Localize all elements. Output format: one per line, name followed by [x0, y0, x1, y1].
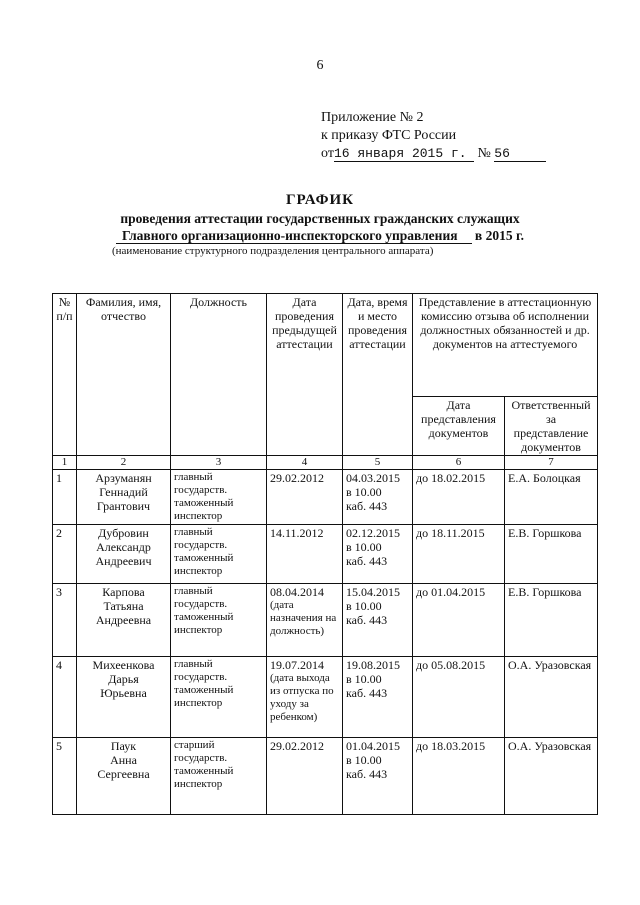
prev-date: 08.04.2014 — [270, 585, 324, 599]
table-row — [53, 738, 598, 815]
position: главный государств. таможенный инспектор — [171, 470, 267, 525]
patronymic: Сергеевна — [97, 767, 150, 781]
position: главный государств. таможенный инспектор — [171, 657, 267, 738]
header-responsible: Ответственный за представление документов — [505, 397, 598, 456]
row-num: 3 — [53, 584, 77, 657]
col-number: 3 — [171, 456, 267, 470]
header-name: Фамилия, имя, отчество — [77, 294, 171, 456]
prev-attestation — [267, 657, 343, 738]
prev-note: (дата выхода из отпуска по уходу за ребенком) — [270, 672, 334, 723]
patronymic: Грантович — [96, 499, 151, 513]
header-submission-date: Дата представления документов — [413, 397, 505, 456]
att-date: 19.08.2015 — [346, 658, 400, 672]
attestation-date-place — [343, 584, 413, 657]
prev-attestation — [267, 584, 343, 657]
row-num: 5 — [53, 738, 77, 815]
prev-date: 19.07.2014 — [270, 658, 324, 672]
col-number: 6 — [413, 456, 505, 470]
att-time: в 10.00 — [346, 753, 382, 767]
patronymic: Андреевич — [95, 554, 152, 568]
attestation-schedule-table — [52, 293, 598, 815]
responsible: Е.В. Горшкова — [505, 584, 598, 657]
responsible: О.А. Уразовская — [505, 738, 598, 815]
attestation-date-place — [343, 657, 413, 738]
appendix-line2: к приказу ФТС России — [321, 128, 457, 143]
employee-name — [77, 738, 171, 815]
surname: Дубровин — [98, 526, 149, 540]
header-num: № п/п — [53, 294, 77, 456]
appendix-block — [321, 109, 546, 163]
responsible: О.А. Уразовская — [505, 657, 598, 738]
subtitle-line2 — [0, 227, 640, 244]
prev-date: 14.11.2012 — [270, 526, 324, 540]
col-number: 7 — [505, 456, 598, 470]
att-date: 02.12.2015 — [346, 526, 400, 540]
header-prev-date: Дата проведения предыдущей аттестации — [267, 294, 343, 456]
col-number: 1 — [53, 456, 77, 470]
att-room: каб. 443 — [346, 613, 388, 627]
attestation-date-place — [343, 738, 413, 815]
att-date: 15.04.2015 — [346, 585, 400, 599]
number-label: № — [477, 146, 491, 161]
submission-date: до 18.03.2015 — [413, 738, 505, 815]
surname: Арзуманян — [95, 471, 152, 485]
att-room: каб. 443 — [346, 499, 388, 513]
col-number: 5 — [343, 456, 413, 470]
table-row — [53, 470, 598, 525]
appendix-order-line — [321, 145, 546, 163]
year-text: в 2015 г. — [474, 228, 524, 243]
page-number: 6 — [316, 58, 324, 73]
att-room: каб. 443 — [346, 554, 388, 568]
header-date-place: Дата, время и место проведения аттестации — [343, 294, 413, 456]
submission-date: до 18.02.2015 — [413, 470, 505, 525]
position: старший государств. таможенный инспектор — [171, 738, 267, 815]
att-time: в 10.00 — [346, 599, 382, 613]
att-date: 04.03.2015 — [346, 471, 400, 485]
appendix-line1: Приложение № 2 — [321, 110, 424, 125]
prev-note: (дата назначения на должность) — [270, 599, 337, 637]
order-date: 16 января 2015 г. — [334, 146, 474, 162]
responsible: Е.А. Болоцкая — [505, 470, 598, 525]
document-subtitle — [0, 210, 640, 244]
document-title: ГРАФИК — [285, 192, 355, 208]
employee-name — [77, 525, 171, 584]
order-number: 56 — [494, 146, 546, 162]
position: главный государств. таможенный инспектор — [171, 584, 267, 657]
att-time: в 10.00 — [346, 485, 382, 499]
department-name: Главного организационно-инспекторского управления — [116, 228, 472, 244]
row-num: 1 — [53, 470, 77, 525]
given-name: Анна — [110, 753, 137, 767]
submission-date: до 05.08.2015 — [413, 657, 505, 738]
position: главный государств. таможенный инспектор — [171, 525, 267, 584]
surname: Михеенкова — [92, 658, 155, 672]
prev-date: 29.02.2012 — [270, 471, 324, 485]
table-row — [53, 657, 598, 738]
surname: Паук — [110, 739, 137, 753]
col-number: 4 — [267, 456, 343, 470]
row-num: 2 — [53, 525, 77, 584]
col-number: 2 — [77, 456, 171, 470]
prev-date: 29.02.2012 — [270, 739, 324, 753]
given-name: Александр — [96, 540, 151, 554]
header-submission: Представление в аттестационную комиссию отзыва об исполнении должностных обязанностей и др. документов на аттестуемого — [413, 294, 598, 397]
header-position: Должность — [171, 294, 267, 456]
subtitle-line1: проведения аттестации государственных гражданских служащих — [120, 211, 520, 226]
att-time: в 10.00 — [346, 672, 382, 686]
submission-date: до 18.11.2015 — [413, 525, 505, 584]
att-room: каб. 443 — [346, 686, 388, 700]
from-label: от — [321, 146, 334, 161]
column-number-row — [53, 456, 598, 470]
prev-attestation — [267, 738, 343, 815]
given-name: Геннадий — [99, 485, 148, 499]
prev-attestation — [267, 525, 343, 584]
table-row — [53, 584, 598, 657]
table-row — [53, 525, 598, 584]
att-date: 01.04.2015 — [346, 739, 400, 753]
attestation-date-place — [343, 525, 413, 584]
employee-name — [77, 657, 171, 738]
att-time: в 10.00 — [346, 540, 382, 554]
employee-name — [77, 584, 171, 657]
given-name: Татьяна — [103, 599, 144, 613]
row-num: 4 — [53, 657, 77, 738]
submission-date: до 01.04.2015 — [413, 584, 505, 657]
employee-name — [77, 470, 171, 525]
att-room: каб. 443 — [346, 767, 388, 781]
patronymic: Юрьевна — [100, 686, 147, 700]
responsible: Е.В. Горшкова — [505, 525, 598, 584]
prev-attestation — [267, 470, 343, 525]
attestation-date-place — [343, 470, 413, 525]
surname: Карпова — [102, 585, 145, 599]
given-name: Дарья — [108, 672, 139, 686]
department-caption: (наименование структурного подразделения центрального аппарата) — [112, 245, 434, 257]
patronymic: Андреевна — [95, 613, 152, 627]
